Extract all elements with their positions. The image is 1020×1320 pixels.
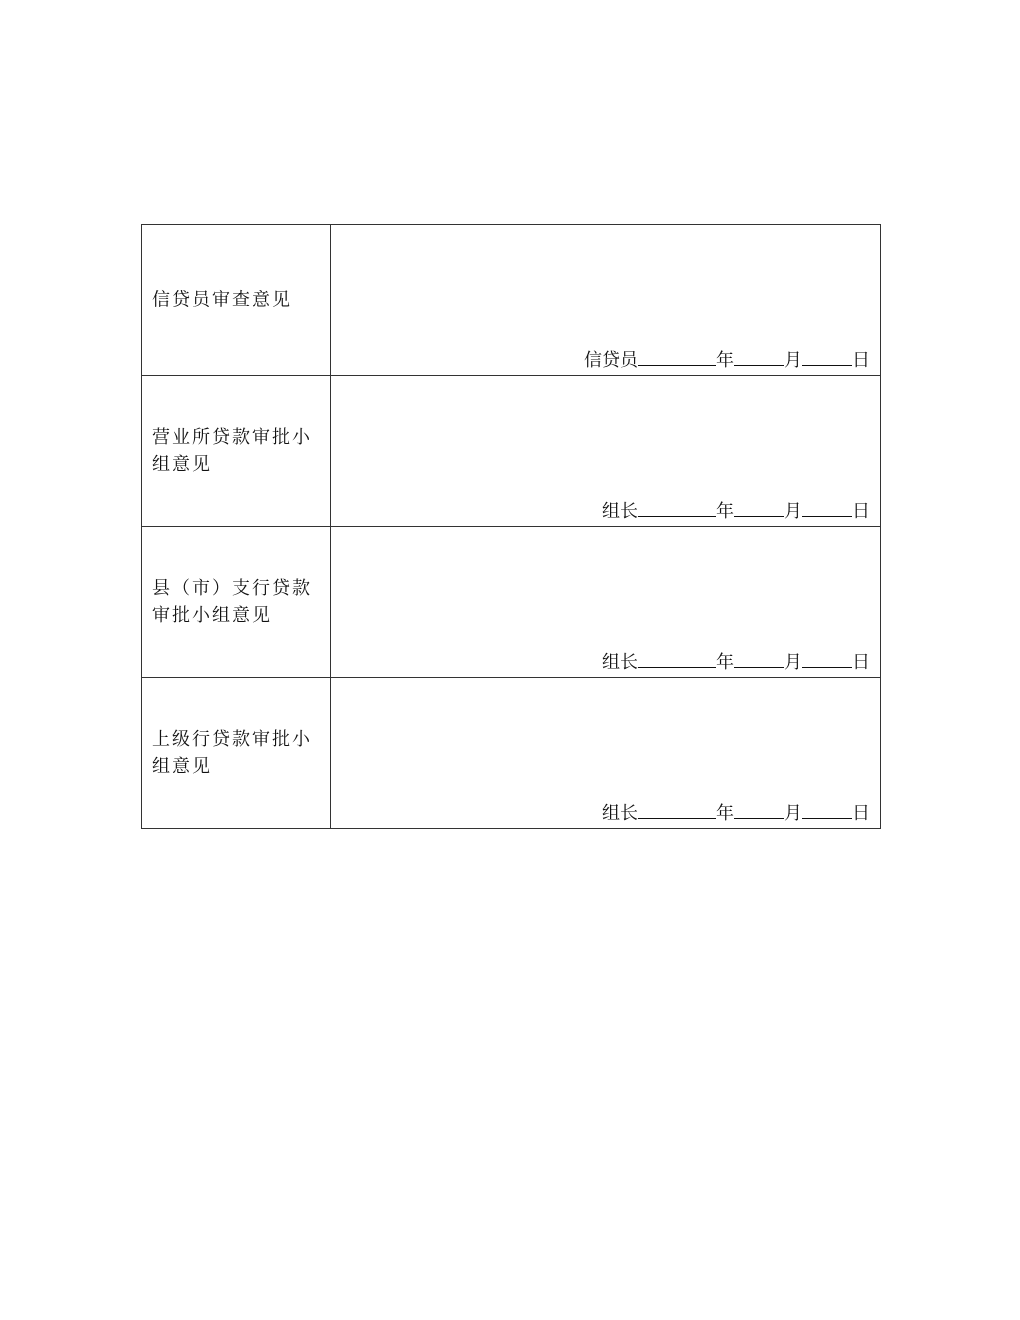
day-blank[interactable] [802,649,852,668]
day-label: 日 [852,803,870,824]
month-blank[interactable] [734,498,784,517]
day-blank[interactable] [802,347,852,366]
signer-name-blank[interactable] [638,800,716,819]
opinion-area[interactable] [331,376,881,527]
day-label: 日 [852,501,870,522]
signature-line [602,649,870,674]
month-label: 月 [784,501,802,522]
opinion-area[interactable] [331,527,881,678]
year-label: 年 [716,652,734,673]
signature-line [602,800,870,825]
opinion-area[interactable] [331,678,881,829]
month-label: 月 [784,803,802,824]
row-label-cell [142,527,331,678]
table-row-superior-bank [142,678,881,829]
row-label: 信贷员审查意见 [152,289,292,311]
day-label: 日 [852,350,870,371]
year-label: 年 [716,803,734,824]
row-label-cell [142,678,331,829]
signer-title: 信贷员 [584,350,638,371]
signer-title: 组长 [602,803,638,824]
opinion-area[interactable] [331,225,881,376]
signature-line [602,498,870,523]
month-blank[interactable] [734,649,784,668]
table-row-branch-office [142,376,881,527]
approval-opinion-table [141,224,881,829]
year-label: 年 [716,501,734,522]
year-label: 年 [716,350,734,371]
signer-name-blank[interactable] [638,649,716,668]
day-blank[interactable] [802,800,852,819]
day-label: 日 [852,652,870,673]
month-label: 月 [784,350,802,371]
row-label: 县（市）支行贷款审批小组意见 [152,578,312,626]
row-label-cell [142,225,331,376]
row-label-cell [142,376,331,527]
signer-name-blank[interactable] [638,347,716,366]
signer-name-blank[interactable] [638,498,716,517]
row-label: 上级行贷款审批小组意见 [152,729,312,777]
table-row-county-branch [142,527,881,678]
month-blank[interactable] [734,347,784,366]
signer-title: 组长 [602,652,638,673]
month-blank[interactable] [734,800,784,819]
table-row-loan-officer [142,225,881,376]
row-label: 营业所贷款审批小组意见 [152,427,312,475]
signer-title: 组长 [602,501,638,522]
signature-line [584,347,870,372]
day-blank[interactable] [802,498,852,517]
month-label: 月 [784,652,802,673]
